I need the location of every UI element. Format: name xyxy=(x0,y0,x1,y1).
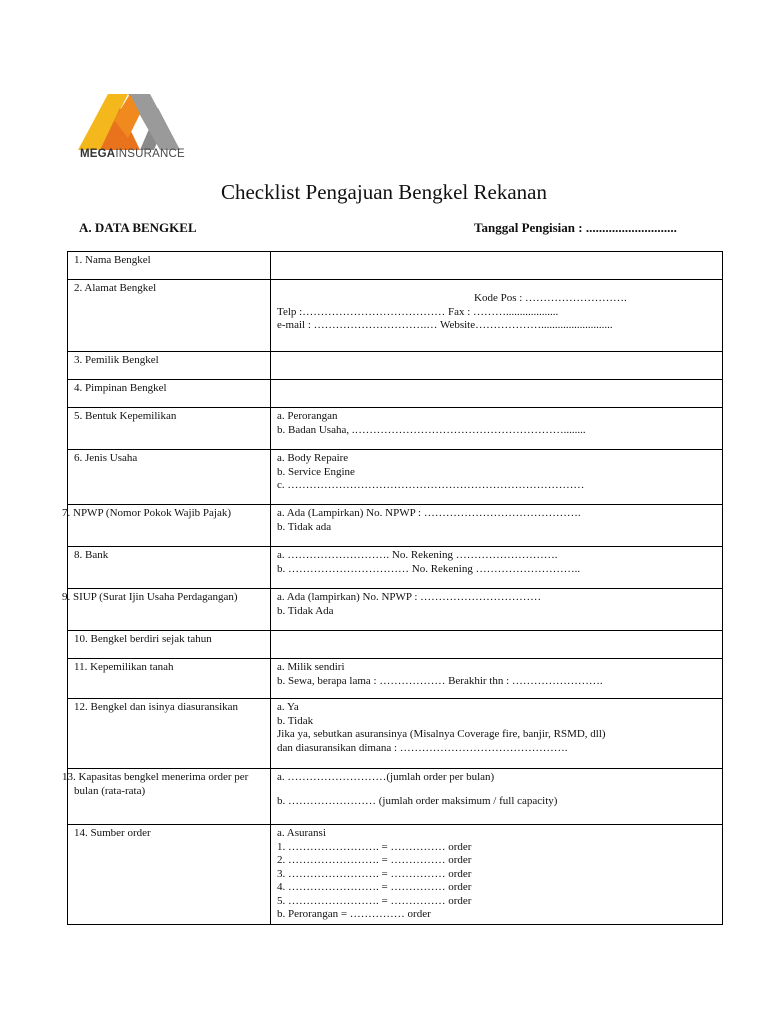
brand-name: MEGAINSURANCE xyxy=(80,148,185,160)
field-value[interactable]: a. Milik sendiri b. Sewa, berapa lama : ……………… Berakhir thn : ……………………. xyxy=(271,659,723,699)
row-kepemilikan-tanah xyxy=(68,659,723,699)
field-label: 3. Pemilik Bengkel xyxy=(68,352,271,380)
field-value[interactable]: a. Asuransi 1. ……………………. = …………… order 2. ……………………. = …………… order 3. ……………………. = …………… order 4. ……………………. = …………… order 5. ……………………. = …………… order b. Perorangan = …………… order xyxy=(271,825,723,925)
field-label: 14. Sumber order xyxy=(68,825,271,925)
field-label: 11. Kepemilikan tanah xyxy=(68,659,271,699)
field-value[interactable]: a. Ya b. Tidak Jika ya, sebutkan asuransinya (Misalnya Coverage fire, banjir, RSMD, dll) dan diasuransikan dimana : ………………………………………. xyxy=(271,699,723,769)
field-value[interactable]: a. Perorangan b. Badan Usaha, .…………………………………………………........ xyxy=(271,408,723,450)
field-label: 4. Pimpinan Bengkel xyxy=(68,380,271,408)
field-value[interactable]: Kode Pos : ………………………. Telp :………………………………… Fax : ………................... e-mail : ………………………….… Website……………….......................... xyxy=(271,280,723,352)
field-value[interactable] xyxy=(271,352,723,380)
field-label: 5. Bentuk Kepemilikan xyxy=(68,408,271,450)
row-alamat-bengkel xyxy=(68,280,723,352)
row-diasuransikan xyxy=(68,699,723,769)
form-table xyxy=(62,251,723,925)
row-kapasitas xyxy=(68,769,723,825)
field-value[interactable] xyxy=(271,380,723,408)
field-value[interactable]: a. Body Repaire b. Service Engine c. ……………………………………………………………………… xyxy=(271,450,723,505)
row-pimpinan-bengkel xyxy=(68,380,723,408)
row-sumber-order xyxy=(68,825,723,925)
row-bentuk-kepemilikan xyxy=(68,408,723,450)
field-label: 13. Kapasitas bengkel menerima order per bulan (rata-rata) xyxy=(68,769,271,825)
field-value[interactable]: a. Ada (lampirkan) No. NPWP : …………………………… b. Tidak Ada xyxy=(271,589,723,631)
field-label: 10. Bengkel berdiri sejak tahun xyxy=(68,631,271,659)
date-field: Tanggal Pengisian : ............................ xyxy=(474,220,677,235)
section-heading: A. DATA BENGKEL xyxy=(79,220,197,235)
field-value[interactable]: a. ………………………(jumlah order per bulan) b. …………………… (jumlah order maksimum / full capacity) xyxy=(271,769,723,825)
field-label: 1. Nama Bengkel xyxy=(68,252,271,280)
row-jenis-usaha xyxy=(68,450,723,505)
row-pemilik-bengkel xyxy=(68,352,723,380)
field-label: 8. Bank xyxy=(68,547,271,589)
document-title: Checklist Pengajuan Bengkel Rekanan xyxy=(220,180,547,204)
field-label: 7. NPWP (Nomor Pokok Wajib Pajak) xyxy=(68,505,271,547)
row-npwp xyxy=(68,505,723,547)
field-label: 12. Bengkel dan isinya diasuransikan xyxy=(68,699,271,769)
row-nama-bengkel xyxy=(68,252,723,280)
field-value[interactable] xyxy=(271,252,723,280)
field-label: 9. SIUP (Surat Ijin Usaha Perdagangan) xyxy=(68,589,271,631)
field-value[interactable]: a. Ada (Lampirkan) No. NPWP : ……………………………………. b. Tidak ada xyxy=(271,505,723,547)
field-label: 6. Jenis Usaha xyxy=(68,450,271,505)
field-value[interactable] xyxy=(271,631,723,659)
row-siup xyxy=(68,589,723,631)
row-berdiri-sejak xyxy=(68,631,723,659)
field-label: 2. Alamat Bengkel xyxy=(68,280,271,352)
field-value[interactable]: a. ………………………. No. Rekening ………………………. b. …………………………… No. Rekening ……………………….. xyxy=(271,547,723,589)
row-bank xyxy=(68,547,723,589)
